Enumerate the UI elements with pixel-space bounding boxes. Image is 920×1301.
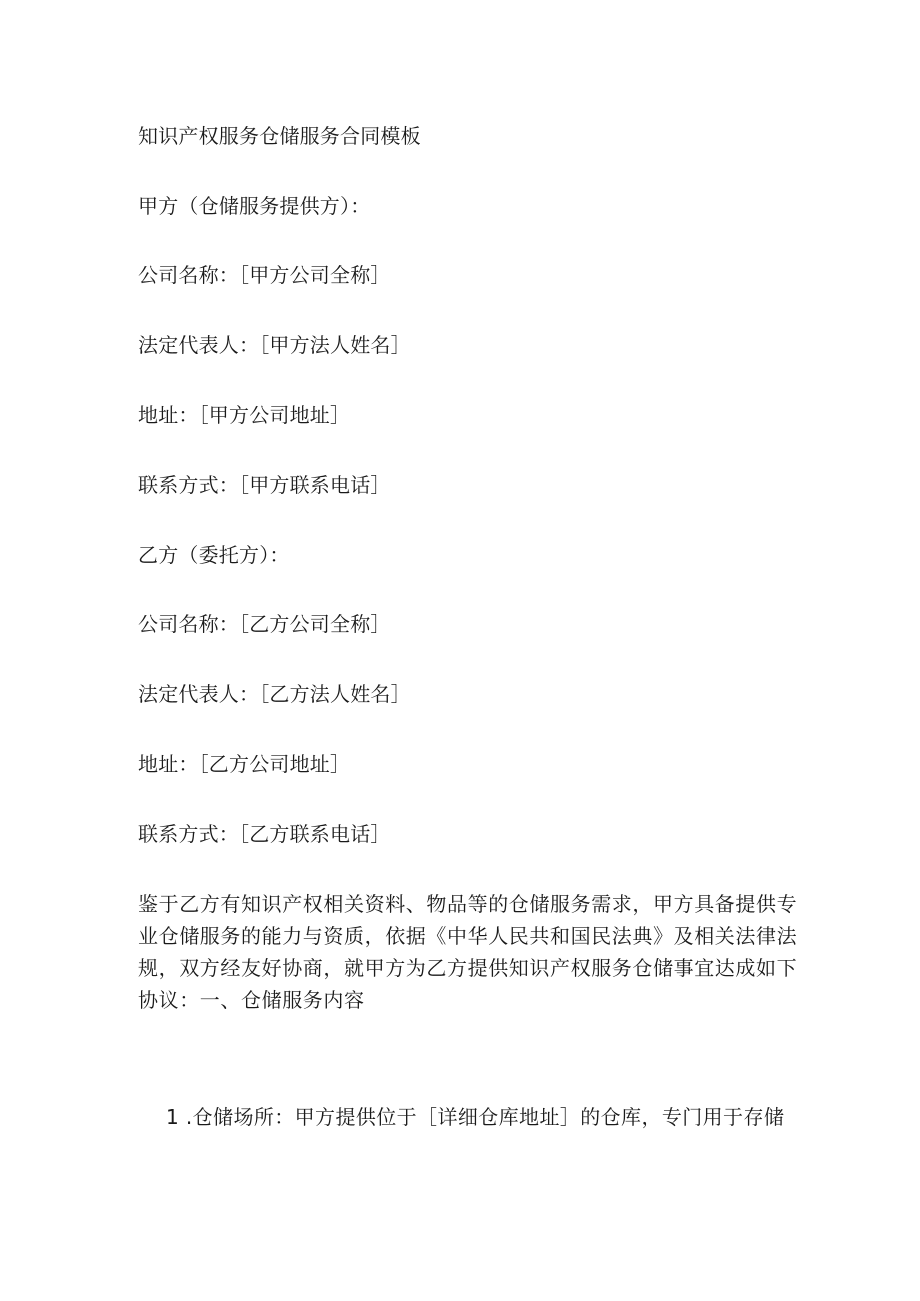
preamble-paragraph	[138, 888, 798, 1016]
party-a-representative: 法定代表人：［甲方法人姓名］	[138, 333, 411, 357]
preamble-line: 鉴于乙方有知识产权相关资料、物品等的仓储服务需求，甲方具备提供专	[138, 892, 798, 916]
document-title: 知识产权服务仓储服务合同模板	[138, 124, 421, 148]
party-b-heading: 乙方（委托方）：	[138, 543, 290, 567]
party-a-heading: 甲方（仓储服务提供方）：	[138, 194, 371, 218]
preamble-line: 协议：一、仓储服务内容	[138, 988, 365, 1012]
party-b-company: 公司名称：［乙方公司全称］	[138, 612, 391, 636]
party-a-contact: 联系方式：［甲方联系电话］	[138, 473, 391, 497]
party-b-address: 地址：［乙方公司地址］	[138, 752, 351, 776]
clause-1: 1 .仓储场所：甲方提供位于［详细仓库地址］的仓库，专门用于存储	[166, 1105, 785, 1129]
party-b-contact: 联系方式：［乙方联系电话］	[138, 822, 391, 846]
party-a-company: 公司名称：［甲方公司全称］	[138, 263, 391, 287]
preamble-line: 业仓储服务的能力与资质，依据《中华人民共和国民法典》及相关法律法	[138, 924, 798, 948]
preamble-line: 规，双方经友好协商，就甲方为乙方提供知识产权服务仓储事宜达成如下	[138, 956, 798, 980]
party-b-representative: 法定代表人：［乙方法人姓名］	[138, 682, 411, 706]
party-a-address: 地址：［甲方公司地址］	[138, 403, 351, 427]
